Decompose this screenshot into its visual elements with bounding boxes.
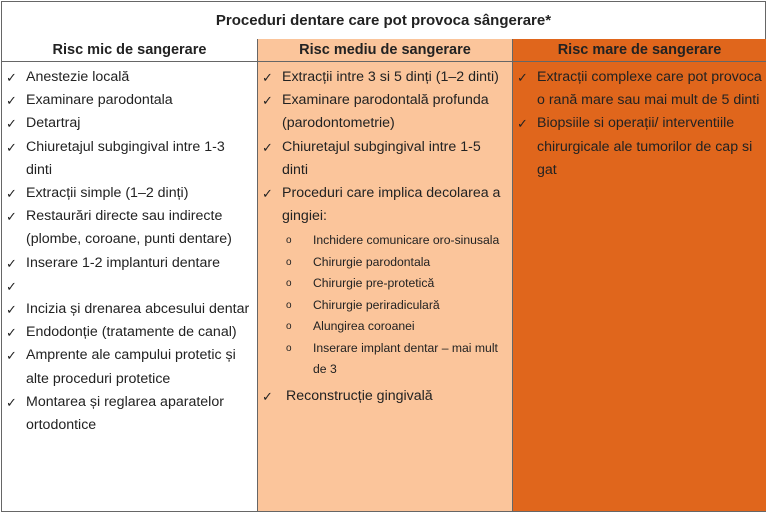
check-icon: ✓ xyxy=(6,70,17,85)
gum-procedures-sublist xyxy=(282,228,508,381)
sub-list-item: o Alungirea coroanei xyxy=(282,316,508,338)
circle-bullet-icon: o xyxy=(286,321,292,333)
check-icon: ✓ xyxy=(6,278,17,294)
check-icon: ✓ xyxy=(6,186,17,202)
list-item: ✓ Reconstrucție gingivală xyxy=(258,385,508,408)
list-item: ✓ Chiuretajul subgingival intre 1-3 dinti xyxy=(2,136,253,182)
list-item: ✓ Incizia și drenarea abcesului dentar xyxy=(2,298,253,321)
medium-risk-list xyxy=(258,62,512,408)
column-header-high: Risc mare de sangerare xyxy=(513,39,766,62)
table-title: Proceduri dentare care pot provoca sângerare* xyxy=(2,2,765,40)
circle-bullet-icon: o xyxy=(286,256,292,268)
list-item: ✓ Inserare 1-2 implanturi dentare xyxy=(2,252,253,275)
circle-bullet-icon: o xyxy=(286,278,292,290)
check-icon: ✓ xyxy=(262,186,273,202)
check-icon: ✓ xyxy=(517,70,528,85)
list-item: ✓ Detartraj xyxy=(2,112,253,135)
check-icon: ✓ xyxy=(6,302,17,318)
column-header-medium: Risc mediu de sangerare xyxy=(258,39,512,62)
column-header-low: Risc mic de sangerare xyxy=(2,39,257,62)
list-item: ✓ Endodonție (tratamente de canal) xyxy=(2,321,253,344)
list-item: ✓ Extracții complexe care pot provoca o rană mare sau mai mult de 5 dinti xyxy=(513,66,762,112)
high-risk-list xyxy=(513,62,766,182)
check-icon: ✓ xyxy=(6,348,17,364)
check-icon: ✓ xyxy=(6,116,17,132)
check-icon: ✓ xyxy=(262,388,273,404)
bleeding-risk-table xyxy=(1,1,766,512)
circle-bullet-icon: o xyxy=(286,342,292,354)
check-icon: ✓ xyxy=(6,93,17,109)
low-risk-list xyxy=(2,62,257,437)
sub-list-item: o Inchidere comunicare oro-sinusala xyxy=(282,230,508,252)
check-icon: ✓ xyxy=(6,209,17,225)
list-item: ✓ Proceduri care implica decolarea a gingiei: o Inchidere comunicare oro-sinusala o Chirurgie parodontala o Chirurgie pre-protetică o Chirurgie periradiculară o Alungirea coroanei o Inserare implant dentar – mai mult de 3 xyxy=(258,182,508,381)
sub-list-item: o Chirurgie parodontala xyxy=(282,252,508,274)
list-item: ✓ Biopsiile si operații/ interventiile chirurgicale ale tumorilor de cap si gat xyxy=(513,112,762,182)
check-icon: ✓ xyxy=(517,116,528,132)
check-icon: ✓ xyxy=(262,139,273,155)
check-icon: ✓ xyxy=(6,325,17,341)
list-item: ✓ Extracții intre 3 si 5 dinți (1–2 dinti) xyxy=(258,66,508,89)
check-icon: ✓ xyxy=(6,139,17,155)
column-high-risk xyxy=(513,39,766,511)
list-item: ✓ Examinare parodontala xyxy=(2,89,253,112)
sub-list-item: o Chirurgie pre-protetică xyxy=(282,273,508,295)
list-item-empty xyxy=(2,275,253,298)
list-item: ✓ Amprente ale campului protetic și alte proceduri protetice xyxy=(2,344,253,390)
column-medium-risk xyxy=(258,39,513,511)
list-item: ✓ Anestezie locală xyxy=(2,66,253,89)
check-icon: ✓ xyxy=(262,70,273,85)
list-item: ✓ Examinare parodontală profunda (parodontometrie) xyxy=(258,89,508,135)
list-item: ✓ Restaurări directe sau indirecte (plombe, coroane, punti dentare) xyxy=(2,205,253,251)
circle-bullet-icon: o xyxy=(286,299,292,311)
sub-list-item: o Inserare implant dentar – mai mult de 3 xyxy=(282,338,508,381)
list-item: ✓ Montarea și reglarea aparatelor ortodontice xyxy=(2,391,253,437)
sub-list-item: o Chirurgie periradiculară xyxy=(282,295,508,317)
check-icon: ✓ xyxy=(262,93,273,109)
list-item: ✓ Chiuretajul subgingival intre 1-5 dinti xyxy=(258,136,508,182)
column-low-risk xyxy=(2,39,258,511)
list-item: ✓ Extracții simple (1–2 dinți) xyxy=(2,182,253,205)
check-icon: ✓ xyxy=(6,394,17,410)
circle-bullet-icon: o xyxy=(286,235,292,247)
check-icon: ✓ xyxy=(6,255,17,271)
